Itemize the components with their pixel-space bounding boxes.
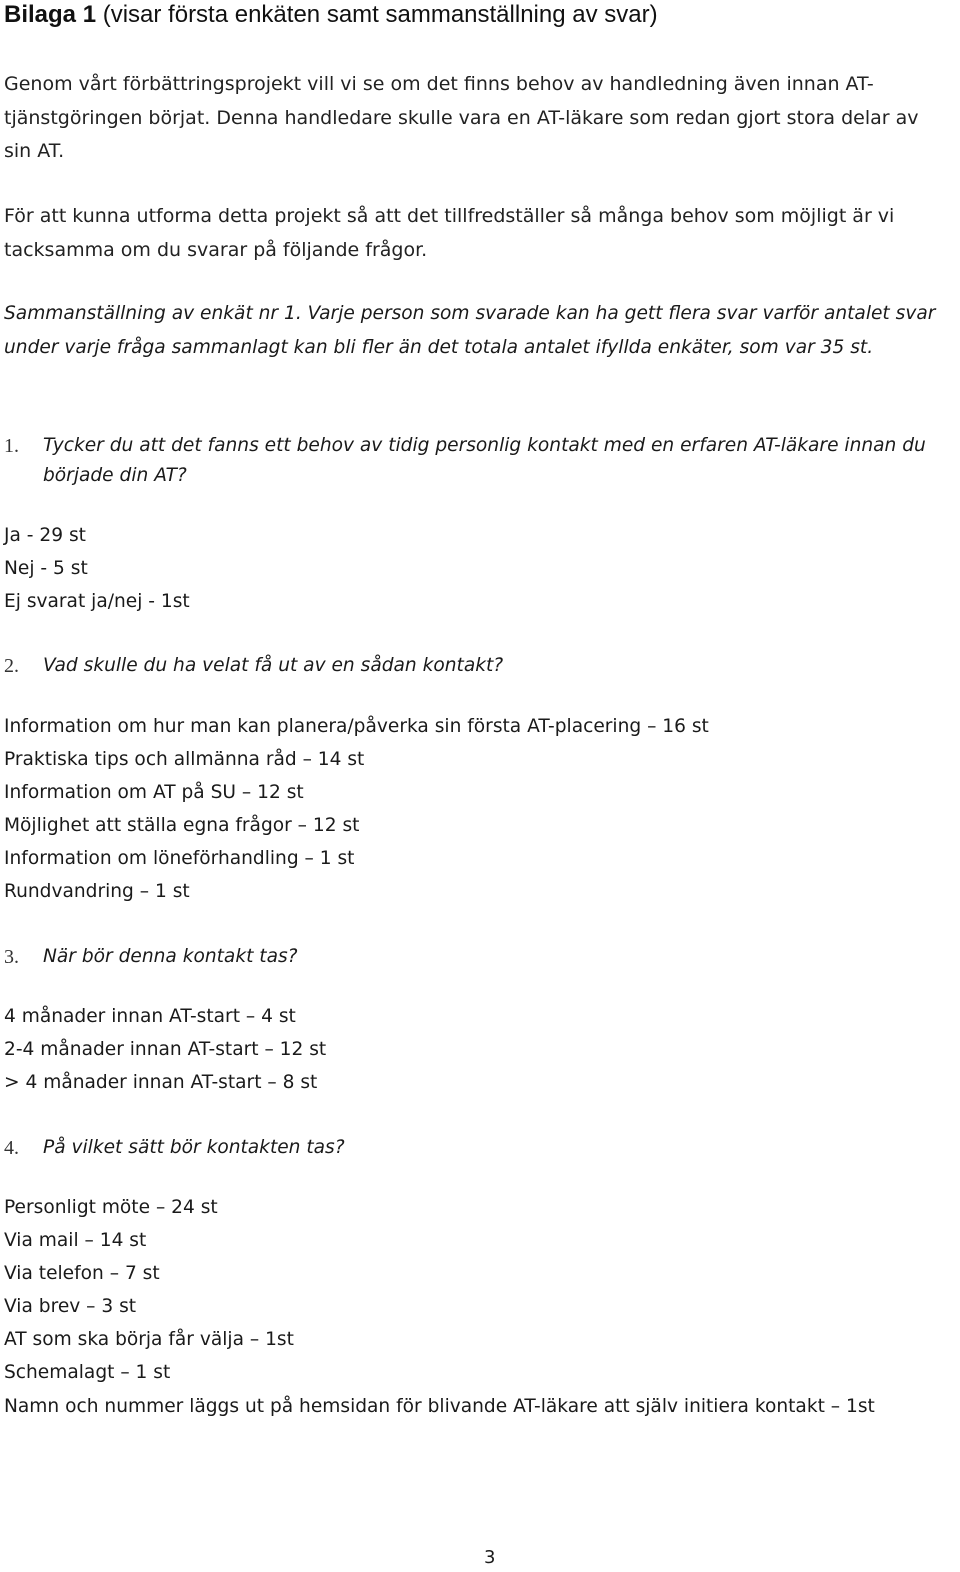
answer-item: Information om löneförhandling – 1 st: [4, 848, 355, 869]
answer-item: Information om hur man kan planera/påverka sin första AT-placering – 16 st: [4, 716, 709, 737]
answer-item: AT som ska börja får välja – 1st: [4, 1329, 294, 1350]
intro-paragraph-2: För att kunna utforma detta projekt så att det tillfredställer så många behov som möjligt är vi tacksamma om du svarar på följande frågor.: [4, 205, 895, 261]
question-text: Vad skulle du ha velat få ut av en sådan kontakt?: [43, 655, 504, 676]
answer-item: Praktiska tips och allmänna råd – 14 st: [4, 749, 365, 770]
answer-item: Rundvandring – 1 st: [4, 881, 190, 902]
answer-item: Via mail – 14 st: [4, 1230, 147, 1251]
question-text: Tycker du att det fanns ett behov av tidig personlig kontakt med en erfaren AT-läkare innan du började din AT?: [43, 435, 926, 486]
answer-item: Ej svarat ja/nej - 1st: [4, 591, 190, 612]
answer-item: 4 månader innan AT-start – 4 st: [4, 1006, 296, 1027]
question-number: 3.: [4, 946, 19, 968]
question-text: När bör denna kontakt tas?: [43, 946, 298, 967]
question-2: [4, 651, 959, 681]
title-rest: (visar första enkäten samt sammanställning av svar): [96, 1, 658, 28]
page-number: 3: [484, 1547, 496, 1568]
answer-item: 2-4 månader innan AT-start – 12 st: [4, 1039, 327, 1060]
answer-item: Schemalagt – 1 st: [4, 1362, 171, 1383]
answer-item: Personligt möte – 24 st: [4, 1197, 218, 1218]
question-number: 1.: [4, 435, 19, 457]
answer-item: Ja - 29 st: [4, 525, 86, 546]
intro-paragraph-1: Genom vårt förbättringsprojekt vill vi se om det finns behov av handledning även innan AT-tjänstgöringen börjat. Denna handledare skulle vara en AT-läkare som redan gjort stora delar av sin AT.: [4, 73, 919, 162]
answer-item: Via telefon – 7 st: [4, 1263, 160, 1284]
answer-item: > 4 månader innan AT-start – 8 st: [4, 1072, 318, 1093]
answer-item: Information om AT på SU – 12 st: [4, 782, 304, 803]
question-text: På vilket sätt bör kontakten tas?: [43, 1137, 345, 1158]
question-3: [4, 942, 959, 972]
summary-paragraph: Sammanställning av enkät nr 1. Varje person som svarade kan ha gett flera svar varför antalet svar under varje fråga sammanlagt kan bli fler än det totala antalet ifyllda enkäter, som var 35 st.: [4, 303, 936, 358]
answer-item: Möjlighet att ställa egna frågor – 12 st: [4, 815, 360, 836]
answer-item: Via brev – 3 st: [4, 1296, 137, 1317]
question-number: 2.: [4, 655, 19, 677]
answer-item: Nej - 5 st: [4, 558, 88, 579]
title-bold: Bilaga 1: [4, 1, 97, 28]
question-1: [4, 431, 959, 491]
question-4: [4, 1133, 959, 1163]
question-number: 4.: [4, 1137, 19, 1159]
page-title: [4, 0, 658, 30]
answer-item: Namn och nummer läggs ut på hemsidan för blivande AT-läkare att själv initiera kontakt – 1st: [4, 1396, 875, 1417]
